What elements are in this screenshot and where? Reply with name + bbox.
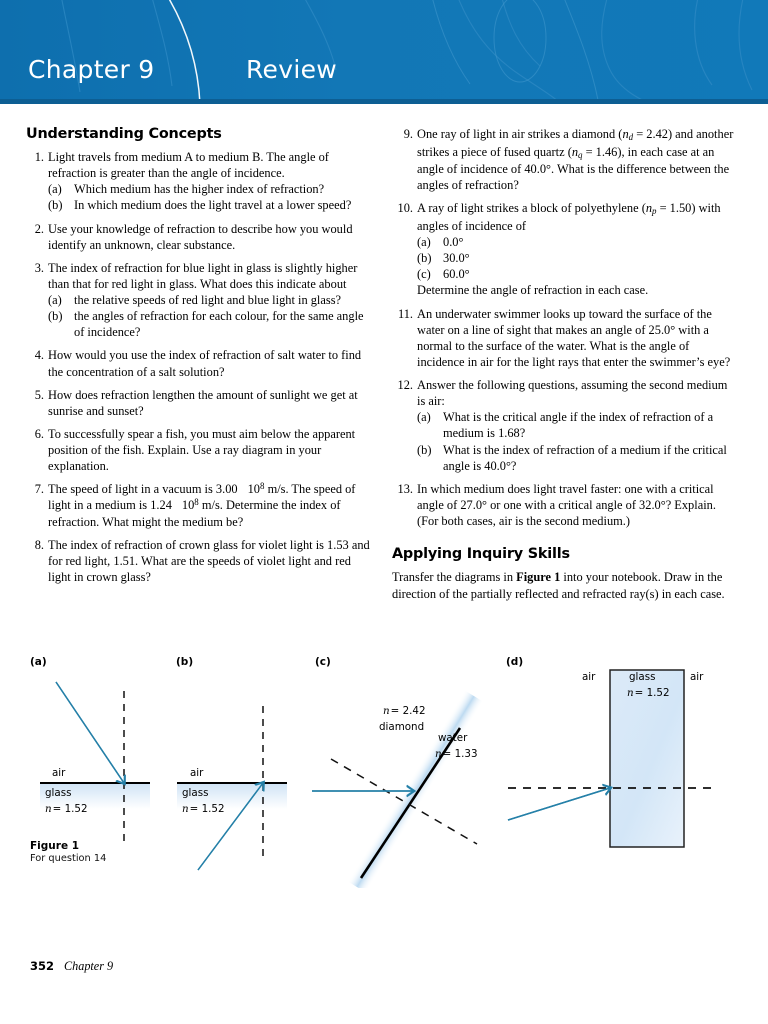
panel-d-air-right-label: air	[690, 671, 704, 683]
question-item	[392, 481, 737, 529]
question-number: 3.	[34, 260, 44, 275]
applying-inquiry-intro	[392, 569, 737, 602]
question-text-seg-c: m/s. Determine the index of refraction. What might the medium be?	[48, 498, 341, 529]
applying-inquiry-skills-heading: Applying Inquiry Skills	[392, 546, 570, 563]
part-text: 30.0°	[443, 251, 470, 266]
question-part	[417, 409, 737, 441]
panel-a-index-label: n = 1.52	[45, 803, 88, 815]
panel-c-water-index-label: n = 1.33	[435, 748, 478, 760]
panel-d-glass-label: glass	[629, 671, 656, 683]
question-parts	[48, 292, 371, 340]
part-text: 60.0°	[443, 267, 470, 282]
figure-reference: Figure 1	[516, 570, 561, 585]
panel-d-air-left-label: air	[582, 671, 596, 683]
review-label: Review	[246, 55, 337, 84]
variable-n: n	[645, 201, 653, 216]
part-label: (b)	[417, 442, 432, 457]
question-text: How does refraction lengthen the amount of sunlight we get at sunrise and sunset?	[48, 387, 358, 418]
part-text: Which medium has the higher index of refraction?	[74, 182, 325, 197]
part-label: (c)	[417, 267, 431, 282]
page-footer	[30, 959, 113, 974]
variable-n: n	[571, 144, 579, 159]
question-part	[417, 266, 737, 282]
question-text-seg-a: The speed of light in a vacuum is 3.00	[48, 482, 238, 497]
question-number: 5.	[34, 387, 44, 402]
part-text: 0.0°	[443, 235, 464, 250]
figure-caption-subtitle: For question 14	[30, 853, 107, 865]
question-number: 4.	[34, 348, 44, 363]
left-column	[26, 126, 371, 592]
question-item	[26, 149, 371, 214]
part-text: the angles of refraction for each colour, for the same angle of incidence?	[74, 309, 364, 340]
panel-b-air-label: air	[190, 767, 204, 779]
question-part	[417, 234, 737, 250]
question-text-seg-b: m/s. The speed of light in a medium is 1.24	[48, 482, 356, 513]
question-part	[417, 250, 737, 266]
panel-c-diamond-label: diamond	[379, 721, 425, 733]
panel-b-index-label: n = 1.52	[182, 803, 225, 815]
question-parts	[417, 409, 737, 474]
part-label: (b)	[417, 251, 432, 266]
page-number: 352	[30, 959, 55, 973]
question-text-seg-a: A ray of light strikes a block of polyethylene (	[417, 201, 646, 216]
question-text: To successfully spear a fish, you must aim below the apparent position of the fish. Explain. Use a ray diagram in your explanation.	[48, 426, 356, 474]
question-tail-text: Determine the angle of refraction in each case.	[417, 283, 649, 298]
question-text: The index of refraction of crown glass for violet light is 1.53 and for red light, 1.51. What are the speeds of violet light and red light in crown glass?	[48, 537, 370, 584]
question-number: 8.	[34, 537, 44, 552]
variable-n: n	[622, 127, 629, 141]
right-column	[392, 126, 737, 602]
question-item	[26, 347, 371, 379]
question-text: How would you use the index of refraction of salt water to find the concentration of a salt solution?	[48, 348, 362, 379]
question-item	[392, 306, 737, 371]
panel-d-index-label: n = 1.52	[627, 687, 670, 699]
panel-b-glass-label: glass	[182, 787, 209, 799]
part-label: (b)	[48, 309, 63, 324]
question-number: 10.	[397, 201, 413, 216]
question-text-seg-b: = 1.50) with angles of incidence of	[417, 201, 721, 233]
question-parts	[417, 234, 737, 282]
variable-subscript: q	[578, 149, 583, 160]
question-number: 13.	[397, 481, 413, 496]
question-text-seg-c: = 1.46), in each case at an angle of incidence of 40.0°. What is the difference between the angles of refraction?	[417, 144, 730, 193]
banner-bottom-strip	[0, 99, 768, 104]
question-number: 2.	[34, 221, 44, 236]
question-text: Light travels from medium A to medium B. The angle of refraction is greater than the angle of incidence.	[48, 150, 329, 181]
question-number: 1.	[34, 150, 44, 164]
panel-d-diagram	[508, 670, 712, 847]
intro-text-before: Transfer the diagrams in	[392, 570, 517, 585]
question-item	[26, 481, 371, 529]
question-item	[26, 387, 371, 419]
banner-decorative-curves	[0, 0, 768, 104]
question-text: In which medium does light travel faster: one with a critical angle of 27.0° or one with a critical angle of 32.0°? Explain. (For both cases, air is the second medium.)	[417, 481, 716, 529]
question-item	[392, 126, 737, 193]
question-part	[417, 442, 737, 474]
power-base: 10	[181, 498, 195, 513]
panel-label-d: (d)	[506, 656, 524, 668]
question-text: The index of refraction for blue light in glass is slightly higher than that for red light in glass. What does this indicate about	[48, 260, 358, 291]
intro-text-after: into your notebook. Draw in the direction of the partially reflected and refracted ray(s) in each case.	[392, 570, 725, 601]
footer-chapter-label: Chapter 9	[64, 959, 114, 973]
panel-c-diagram	[312, 690, 483, 888]
part-text: In which medium does the light travel at a lower speed?	[74, 198, 352, 213]
part-label: (b)	[48, 198, 63, 213]
variable-subscript: d	[628, 131, 634, 142]
question-number: 6.	[34, 426, 44, 441]
question-number: 9.	[403, 127, 413, 141]
part-text: What is the index of refraction of a medium if the critical angle is 40.0°?	[443, 442, 727, 473]
panel-c-water-label: water	[438, 732, 468, 744]
figure-1-diagrams	[0, 648, 768, 888]
question-part	[48, 292, 371, 308]
question-text-seg-b: = 2.42) and another strikes a piece of fused quartz (	[417, 127, 734, 159]
panel-c-diamond-index-label: n = 2.42	[383, 705, 426, 717]
panel-a-diagram	[40, 682, 150, 847]
question-part	[48, 181, 371, 197]
figure-1-svg	[0, 648, 768, 888]
power-exponent: 8	[260, 481, 265, 492]
question-text: Use your knowledge of refraction to describe how you would identify an unknown, clear substance.	[48, 221, 353, 252]
understanding-concepts-question-list	[26, 149, 371, 585]
power-base: 10	[247, 482, 260, 497]
part-text: the relative speeds of red light and blue light in glass?	[74, 293, 342, 307]
part-text: What is the critical angle if the index of refraction of a medium is 1.68?	[443, 410, 714, 441]
panel-a-glass-label: glass	[45, 787, 72, 799]
question-item	[26, 426, 371, 474]
power-exponent: 8	[194, 497, 199, 508]
question-parts	[48, 181, 371, 213]
question-part	[48, 197, 371, 213]
right-column-question-list	[392, 126, 737, 529]
chapter-label: Chapter 9	[28, 55, 155, 84]
question-item	[26, 221, 371, 253]
figure-caption	[30, 840, 106, 865]
figure-caption-title: Figure 1	[30, 840, 80, 852]
part-label: (a)	[48, 182, 62, 197]
part-label: (a)	[417, 410, 431, 425]
understanding-concepts-heading: Understanding Concepts	[26, 126, 222, 142]
panel-a-air-label: air	[52, 767, 66, 779]
question-text: An underwater swimmer looks up toward the surface of the water on a line of sight that makes an angle of 25.0° with a normal to the surface of the water. What is the angle of incidence in air for the light rays that enter the swimmer’s eye?	[417, 306, 731, 369]
panel-label-b: (b)	[176, 656, 194, 668]
question-number: 11.	[397, 306, 413, 321]
question-part	[48, 308, 371, 340]
question-number: 12.	[397, 378, 413, 393]
question-item	[26, 537, 371, 585]
part-label: (a)	[417, 235, 431, 250]
question-text-seg-a: One ray of light in air strikes a diamond (	[417, 127, 623, 141]
question-item	[392, 377, 737, 474]
part-label: (a)	[48, 293, 62, 307]
panel-label-a: (a)	[30, 656, 47, 668]
question-text: Answer the following questions, assuming the second medium is air:	[417, 378, 728, 409]
panel-label-c: (c)	[315, 656, 331, 668]
question-number: 7.	[34, 482, 44, 497]
variable-subscript: p	[652, 206, 657, 217]
page-header-banner	[0, 0, 768, 104]
question-item	[26, 260, 371, 341]
question-item	[392, 200, 737, 298]
